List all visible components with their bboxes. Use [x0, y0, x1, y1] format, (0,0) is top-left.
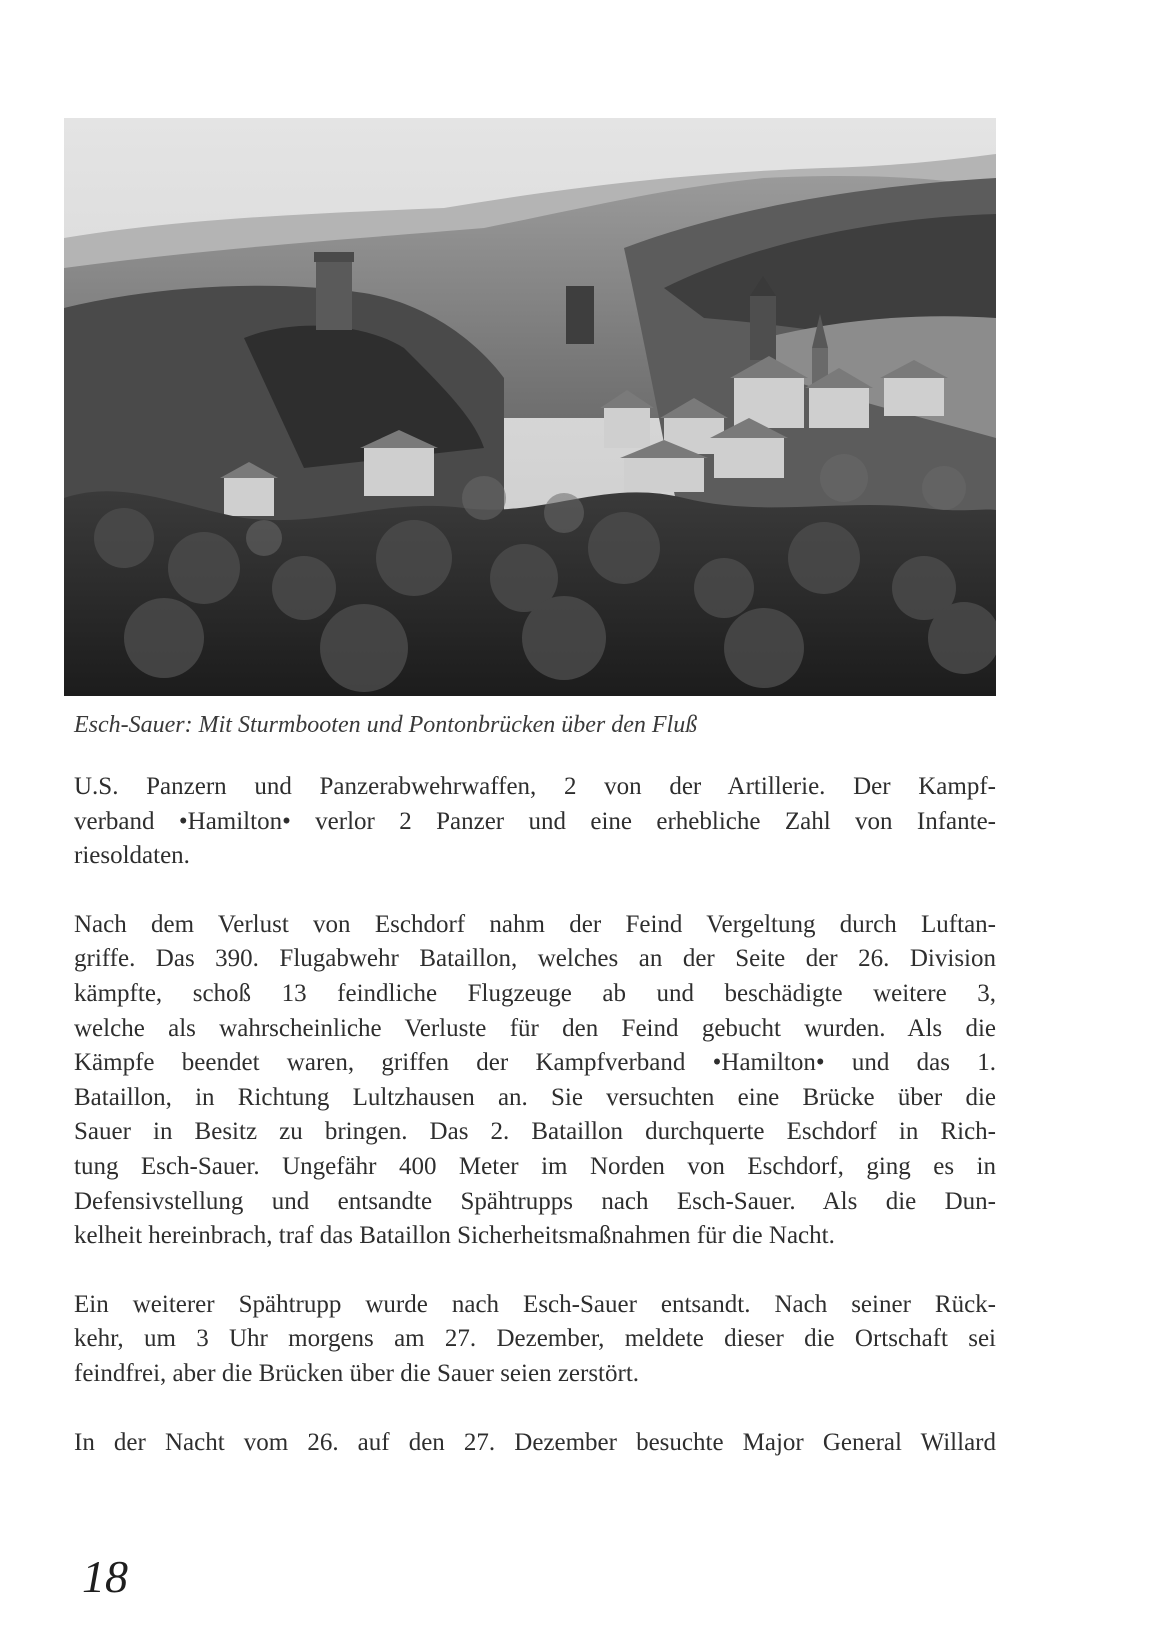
paragraph: [74, 770, 996, 874]
text-line: Defensivstellung und entsandte Spähtrupps nach Esch-Sauer. Als die Dun-: [74, 1187, 996, 1215]
text-line: kehr, um 3 Uhr morgens am 27. Dezember, meldete dieser die Ortschaft sei: [74, 1325, 996, 1353]
text-line: kelheit hereinbrach, traf das Bataillon Sicherheitsmaßnahmen für die Nacht.: [74, 1222, 835, 1250]
text-line: Sauer in Besitz zu bringen. Das 2. Bataillon durchquerte Eschdorf in Rich-: [74, 1118, 996, 1146]
photo-caption: Esch-Sauer: Mit Sturmbooten und Pontonbrücken über den Fluß: [74, 712, 698, 738]
text-line: Nach dem Verlust von Eschdorf nahm der Feind Vergeltung durch Luftan-: [74, 910, 996, 938]
text-line: griffe. Das 390. Flugabwehr Bataillon, welches an der Seite der 26. Division: [74, 945, 996, 973]
text-line: Ein weiterer Spähtrupp wurde nach Esch-Sauer entsandt. Nach seiner Rück-: [74, 1290, 996, 1318]
paragraph: [74, 1426, 996, 1461]
text-line: tung Esch-Sauer. Ungefähr 400 Meter im Norden von Eschdorf, ging es in: [74, 1152, 996, 1180]
text-line: kämpfte, schoß 13 feindliche Flugzeuge ab und beschädigte weitere 3,: [74, 979, 996, 1007]
text-line: In der Nacht vom 26. auf den 27. Dezember besuchte Major General Willard: [74, 1428, 996, 1456]
paragraph: [74, 908, 996, 1254]
body-text: [74, 770, 996, 1494]
photo-illustration: [64, 118, 996, 696]
paragraph: [74, 1288, 996, 1392]
text-line: verband •Hamilton• verlor 2 Panzer und eine erhebliche Zahl von Infante-: [74, 807, 996, 835]
text-line: feindfrei, aber die Brücken über die Sauer seien zerstört.: [74, 1359, 640, 1387]
text-line: welche als wahrscheinliche Verluste für den Feind gebucht wurden. Als die: [74, 1014, 996, 1042]
landscape-photo: [64, 118, 996, 696]
text-line: Kämpfe beendet waren, griffen der Kampfverband •Hamilton• und das 1.: [74, 1049, 996, 1077]
page-number: 18: [82, 1551, 128, 1602]
text-line: Bataillon, in Richtung Lultzhausen an. Sie versuchten eine Brücke über die: [74, 1083, 996, 1111]
text-line: U.S. Panzern und Panzerabwehrwaffen, 2 von der Artillerie. Der Kampf-: [74, 773, 996, 800]
text-line: riesoldaten.: [74, 842, 190, 870]
